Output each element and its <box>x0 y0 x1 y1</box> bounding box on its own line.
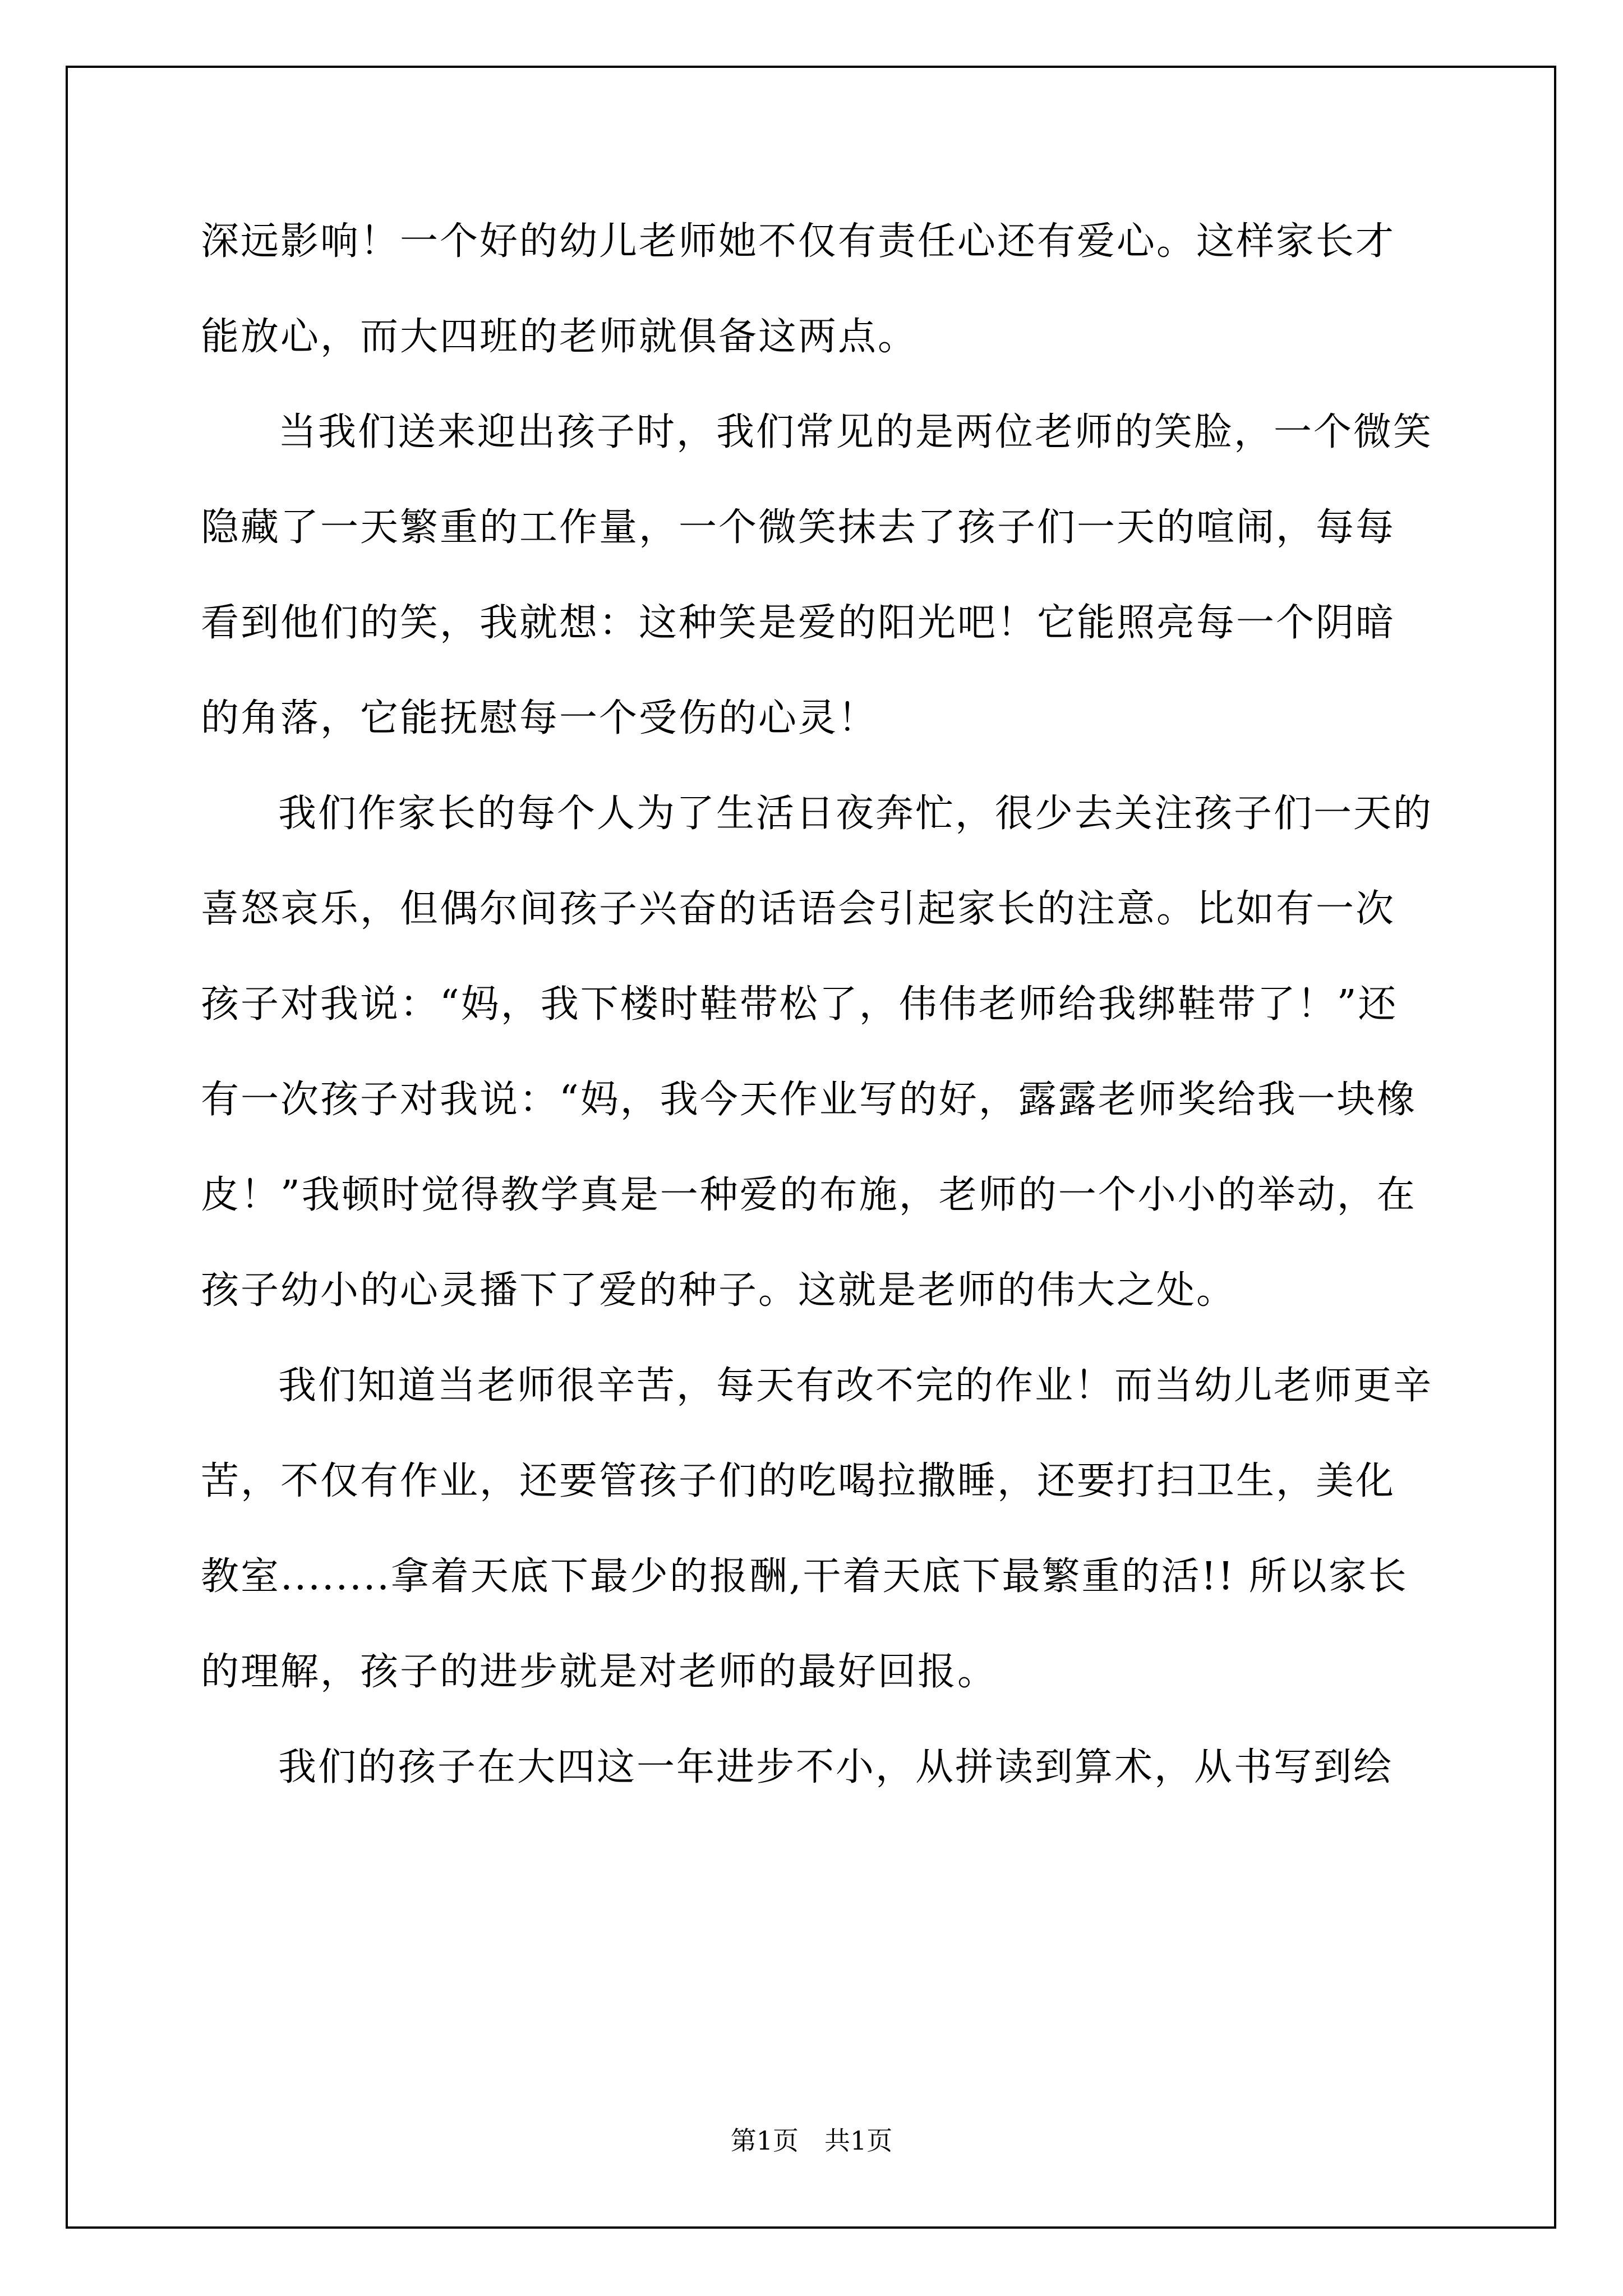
page-footer: 第1页 共1页 <box>730 2125 893 2156</box>
document-body <box>201 194 1435 1815</box>
paragraph-2: 当我们送来迎出孩子时，我们常见的是两位老师的笑脸，一个微笑隐藏了一天繁重的工作量，一个微笑抹去了孩子们一天的喧闹，每每看到他们的笑，我就想：这种笑是爱的阳光吧！它能照亮每一个阴暗的角落，它能抚慰每一个受伤的心灵！ <box>201 410 1433 740</box>
paragraph-4: 我们知道当老师很辛苦，每天有改不完的作业！而当幼儿老师更辛苦，不仅有作业，还要管孩子们的吃喝拉撒睡，还要打扫卫生，美化教室........拿着天底下最少的报酬,干着天底下最繁重的活!! 所以家长的理解，孩子的进步就是对老师的最好回报。 <box>201 1364 1433 1694</box>
paragraph-1: 深远影响！一个好的幼儿老师她不仅有责任心还有爱心。这样家长才能放心，而大四班的老师就俱备这两点。 <box>201 219 1396 359</box>
paragraph-3: 我们作家长的每个人为了生活日夜奔忙，很少去关注孩子们一天的喜怒哀乐，但偶尔间孩子兴奋的话语会引起家长的注意。比如有一次孩子对我说：“妈，我下楼时鞋带松了，伟伟老师给我绑鞋带了！”还有一次孩子对我说：“妈，我今天作业写的好，露露老师奖给我一块橡皮！”我顿时觉得教学真是一种爱的布施，老师的一个小小的举动，在孩子幼小的心灵播下了爱的种子。这就是老师的伟大之处。 <box>201 792 1433 1313</box>
paragraph-5: 我们的孩子在大四这一年进步不小，从拼读到算术，从书写到绘 <box>278 1745 1394 1789</box>
